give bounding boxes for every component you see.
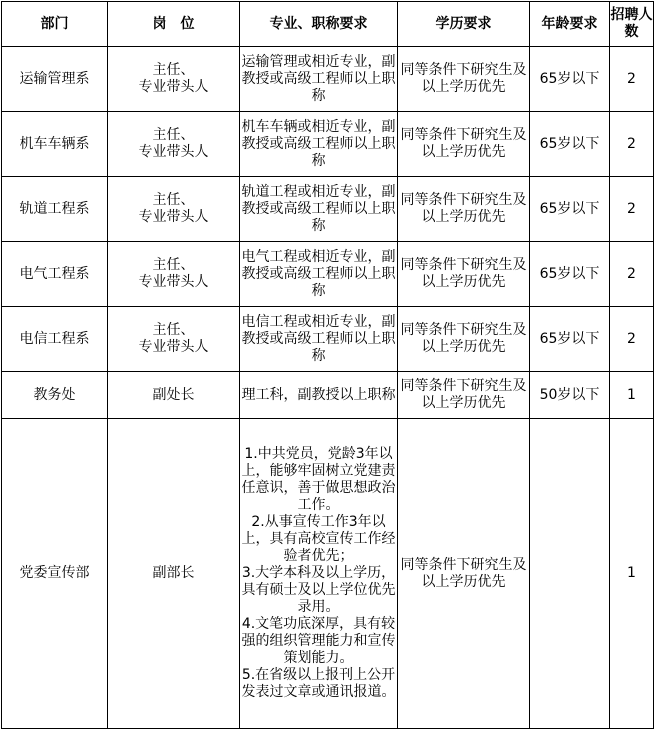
requirement-item: 5.在省级以上报刊上公开发表过文章或通讯报道。: [241, 667, 396, 700]
age-cell: [530, 419, 610, 729]
age-cell: 65岁以下: [530, 112, 610, 177]
position-cell: 主任、 专业带头人: [108, 307, 240, 372]
header-major: 专业、职称要求: [240, 2, 398, 47]
age-cell: 65岁以下: [530, 307, 610, 372]
table-row: [2, 177, 654, 242]
header-education: 学历要求: [398, 2, 530, 47]
requirement-item: 2.从事宣传工作3年以上，具有高校宣传工作经验者优先；: [241, 514, 396, 564]
position-cell: 副处长: [108, 372, 240, 419]
count-cell: 2: [610, 307, 654, 372]
header-row: [2, 2, 654, 47]
dept-cell: 党委宣传部: [2, 419, 108, 729]
requirements-cell: [240, 419, 398, 729]
dept-cell: 电信工程系: [2, 307, 108, 372]
age-cell: 65岁以下: [530, 242, 610, 307]
header-age: 年龄要求: [530, 2, 610, 47]
table-row: [2, 47, 654, 112]
dept-cell: 教务处: [2, 372, 108, 419]
count-cell: 2: [610, 242, 654, 307]
education-cell: 同等条件下研究生及以上学历优先: [398, 307, 530, 372]
position-cell: 主任、 专业带头人: [108, 177, 240, 242]
count-cell: 1: [610, 419, 654, 729]
requirement-item: 1.中共党员，党龄3年以上，能够牢固树立党建责任意识，善于做思想政治工作。: [241, 446, 396, 513]
count-cell: 2: [610, 47, 654, 112]
count-cell: 2: [610, 112, 654, 177]
position-cell: 主任、 专业带头人: [108, 112, 240, 177]
header-count-text: 招聘人数: [610, 7, 653, 40]
major-cell: 机车车辆或相近专业，副教授或高级工程师以上职称: [240, 112, 398, 177]
education-cell: 同等条件下研究生及以上学历优先: [398, 177, 530, 242]
education-cell: 同等条件下研究生及以上学历优先: [398, 419, 530, 729]
requirement-item: 4.文笔功底深厚，具有较强的组织管理能力和宣传策划能力。: [241, 616, 396, 666]
major-cell: 电信工程或相近专业，副教授或高级工程师以上职称: [240, 307, 398, 372]
education-cell: 同等条件下研究生及以上学历优先: [398, 242, 530, 307]
major-cell: 电气工程或相近专业，副教授或高级工程师以上职称: [240, 242, 398, 307]
table-row: [2, 112, 654, 177]
header-position: 岗 位: [108, 2, 240, 47]
age-cell: 65岁以下: [530, 47, 610, 112]
dept-cell: 机车车辆系: [2, 112, 108, 177]
table-row: [2, 307, 654, 372]
education-cell: 同等条件下研究生及以上学历优先: [398, 47, 530, 112]
dept-cell: 电气工程系: [2, 242, 108, 307]
major-cell: 轨道工程或相近专业，副教授或高级工程师以上职称: [240, 177, 398, 242]
table-row: [2, 242, 654, 307]
major-cell: 理工科，副教授以上职称: [240, 372, 398, 419]
header-count: [610, 2, 654, 47]
position-cell: 主任、 专业带头人: [108, 242, 240, 307]
header-dept: 部门: [2, 2, 108, 47]
table-row: [2, 372, 654, 419]
dept-cell: 轨道工程系: [2, 177, 108, 242]
count-cell: 1: [610, 372, 654, 419]
education-cell: 同等条件下研究生及以上学历优先: [398, 112, 530, 177]
major-cell: 运输管理或相近专业，副教授或高级工程师以上职称: [240, 47, 398, 112]
age-cell: 65岁以下: [530, 177, 610, 242]
table-row: [2, 419, 654, 729]
dept-cell: 运输管理系: [2, 47, 108, 112]
position-cell: 主任、 专业带头人: [108, 47, 240, 112]
education-cell: 同等条件下研究生及以上学历优先: [398, 372, 530, 419]
recruitment-table: [1, 1, 654, 729]
requirement-item: 3.大学本科及以上学历，具有硕士及以上学位优先录用。: [241, 565, 396, 615]
position-cell: 副部长: [108, 419, 240, 729]
age-cell: 50岁以下: [530, 372, 610, 419]
count-cell: 2: [610, 177, 654, 242]
